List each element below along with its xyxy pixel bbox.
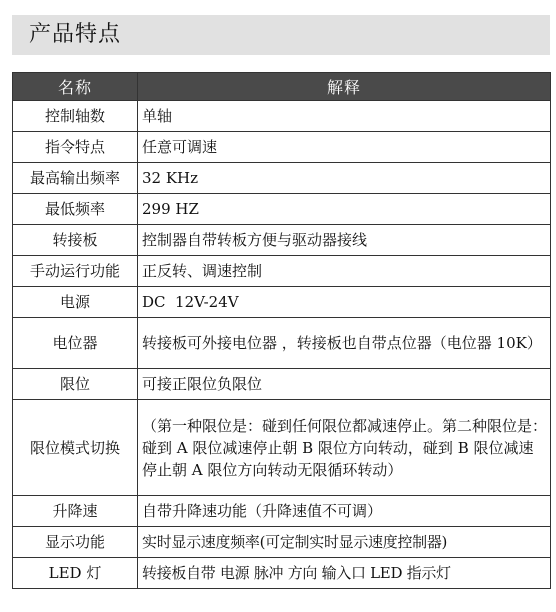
table-row (13, 163, 551, 194)
column-header-name: 名称 (13, 73, 138, 101)
row-name-cell: 限位 (13, 369, 138, 400)
table-row (13, 318, 551, 369)
table-header-row (13, 73, 551, 101)
row-description-cell: 可接正限位负限位 (138, 369, 551, 400)
row-name-cell: 显示功能 (13, 527, 138, 558)
table-row (13, 256, 551, 287)
row-description-cell: 299 HZ (138, 194, 551, 225)
product-features-table (12, 72, 551, 589)
table-row (13, 287, 551, 318)
table-row (13, 101, 551, 132)
row-name-cell: 转接板 (13, 225, 138, 256)
row-name-cell: 手动运行功能 (13, 256, 138, 287)
table-row (13, 527, 551, 558)
row-name-cell: 控制轴数 (13, 101, 138, 132)
row-name-cell: 最低频率 (13, 194, 138, 225)
row-description-cell: （第一种限位是：碰到任何限位都减速停止。第二种限位是：碰到 A 限位减速停止朝 B 限位方向转动，碰到 B 限位减速停止朝 A 限位方向转动无限循环转动） (138, 400, 551, 496)
row-name-cell: LED 灯 (13, 558, 138, 589)
row-description-cell: DC 12V-24V (138, 287, 551, 318)
column-header-description: 解释 (138, 73, 551, 101)
table-row (13, 225, 551, 256)
section-title-bar (12, 15, 550, 55)
row-description-cell: 正反转、调速控制 (138, 256, 551, 287)
table-row (13, 400, 551, 496)
row-name-cell: 最高输出频率 (13, 163, 138, 194)
row-description-cell: 转接板可外接电位器 ，转接板也自带点位器（电位器 10K） (138, 318, 551, 369)
row-description-cell: 单轴 (138, 101, 551, 132)
table-row (13, 558, 551, 589)
table-row (13, 496, 551, 527)
section-title: 产品特点 (29, 22, 122, 47)
row-description-cell: 转接板自带 电源 脉冲 方向 输入口 LED 指示灯 (138, 558, 551, 589)
row-description-cell: 任意可调速 (138, 132, 551, 163)
table-row (13, 132, 551, 163)
row-name-cell: 电源 (13, 287, 138, 318)
row-description-cell: 32 KHz (138, 163, 551, 194)
row-name-cell: 升降速 (13, 496, 138, 527)
row-description-cell: 自带升降速功能（升降速值不可调） (138, 496, 551, 527)
row-name-cell: 限位模式切换 (13, 400, 138, 496)
row-description-cell: 控制器自带转板方便与驱动器接线 (138, 225, 551, 256)
row-name-cell: 电位器 (13, 318, 138, 369)
table-row (13, 369, 551, 400)
row-name-cell: 指令特点 (13, 132, 138, 163)
table-row (13, 194, 551, 225)
row-description-cell: 实时显示速度频率(可定制实时显示速度控制器) (138, 527, 551, 558)
